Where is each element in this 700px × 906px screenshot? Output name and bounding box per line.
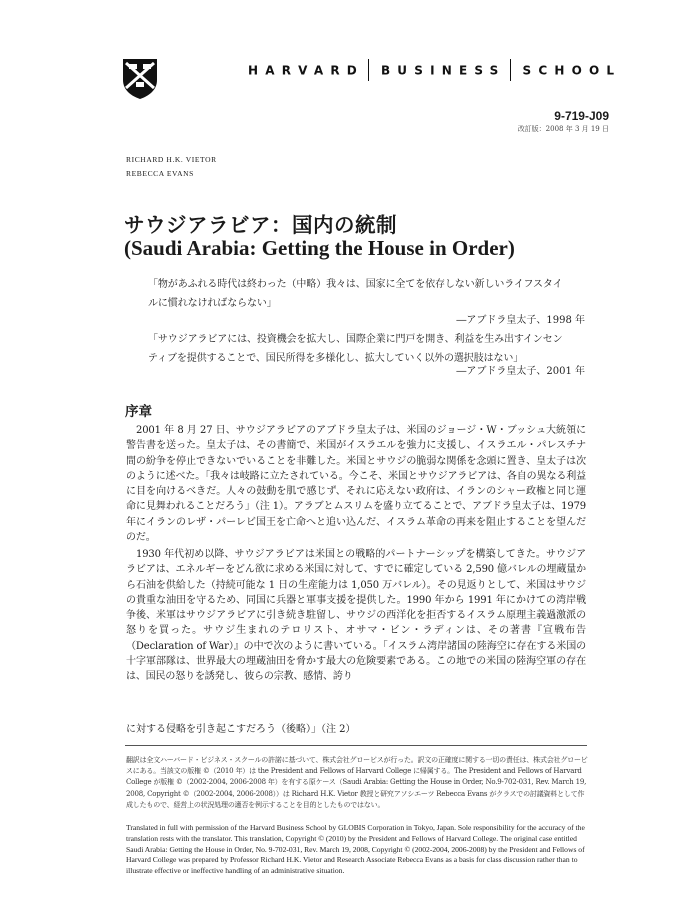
revision-date: 改訂版：2008 年 3 月 19 日: [517, 125, 609, 133]
epigraph-quote: [148, 275, 586, 313]
author-name: RICHARD H.K. VIETOR: [126, 155, 217, 164]
document-title-english: (Saudi Arabia: Getting the House in Order): [124, 236, 515, 260]
section-heading: 序章: [125, 404, 152, 420]
footnote-english: Translated in full with permission of the Harvard Business School by GLOBIS Corporation in Tokyo, Japan. Sole responsibility for the accuracy of the translation rests with the translator. This translation, Copyright © (2010) by the President and Fellows of Harvard College. The original case entitled Saudi Arabia: Getting the House in Order, No. 9-702-031, Rev. March 19, 2008, Copyright © (2002-2004, 2006-2008) by the President and Fellows of Harvard College was prepared by Professor Richard H.K. Vietor and Research Associate Rebecca Evans as a basis for class discussion rather than to illustrate effective or ineffective handling of an administrative situation.: [126, 823, 585, 876]
quote-line: ティブを提供することで、国民所得を多様化し、拡大していく以外の選択肢はない」: [148, 353, 524, 364]
harvard-shield-logo: [122, 58, 158, 100]
masthead-school: SCHOOL: [522, 63, 622, 78]
quote-attribution: ―アブドラ皇太子、2001 年: [456, 366, 585, 377]
masthead-divider: [368, 59, 369, 81]
body-paragraph: [126, 547, 586, 685]
masthead-business: BUSINESS: [380, 63, 506, 78]
paragraph-text: 1930 年代初め以降、サウジアラビアは米国との戦略的パートナーシップを構築してきた。サウジアラビアは、エネルギーをどん欲に求める米国に対して、すでに確定している 2,590 億バレルの埋蔵量から石油を供給した（持続可能な 1 日の生産能力は 1,050 万バレル）。その見返りとして、米国はサウジの貴重な油田を守るため、同国に兵器と軍事支援を提供した。1990 年から 1991 年にかけての湾岸戦争後、米軍はサウジアラビアに引き続き駐留し、サウジの西洋化を拒否するイスラム原理主義過激派の怒りを買った。サウジ生まれのテロリスト、オサマ・ビン・ラディンは、その著書『宣戦布告（Declaration of War）』の中で次のように書いている。「イスラム湾岸諸国の陸海空に存在する米国の十字軍部隊は、世界最大の埋蔵油田を脅かす最大の危険要素である。この地での米国の陸海空軍の存在は、国民の怒りを誘発し、彼らの宗教、感情、誇り: [126, 549, 586, 683]
footnote-divider: [125, 745, 587, 746]
footnote-japanese: 翻訳は全文ハーバード・ビジネス・スクールの許諾に基づいて、株式会社グロービスが行った。訳文の正確度に関する一切の責任は、株式会社グロービスにある。当該文の版権 ©（2010 年）は the President and Fellows of Harvard College に帰属する。The President and Fellows of Harvard College が版権 ©（2002-2004, 2006-2008 年）を有する原ケース（Saudi Arabia: Getting the House in Order, No.9-702-031, Rev. March 19, 2008, Copyright ©（2002-2004, 2006-2008））は Richard H.K. Vietor 教授と研究アソシエーツ Rebecca Evans がクラスでの討議資料として作成したもので、経営上の状況処理の適否を例示することを目的としたものではない。: [126, 756, 588, 809]
quote-line: 「サウジアラビアには、投資機会を拡大し、国際企業に門戸を開き、利益を生み出すインセン: [148, 334, 563, 345]
body-paragraph: [126, 423, 586, 545]
masthead-harvard: HARVARD: [248, 63, 364, 78]
masthead-divider: [510, 59, 511, 81]
continued-line: に対する侵略を引き起こすだろう（後略）」（注 2）: [126, 724, 356, 735]
masthead: [248, 60, 622, 82]
quote-line: ルに慣れなければならない」: [148, 298, 277, 309]
case-number: 9-719-J09: [554, 109, 609, 123]
document-title-japanese: サウジアラビア：国内の統制: [124, 213, 397, 237]
quote-line: 「物があふれる時代は終わった（中略）我々は、国家に全てを依存しない新しいライフスタイ: [148, 279, 563, 290]
quote-attribution: ―アブドラ皇太子、1998 年: [456, 315, 585, 326]
author-name: REBECCA EVANS: [126, 169, 194, 178]
paragraph-text: 2001 年 8 月 27 日、サウジアラビアのアブドラ皇太子は、米国のジョージ・W・ブッシュ大統領に警告書を送った。皇太子は、その書簡で、米国がイスラエルを強力に支援し、イスラエル・パレスチナ間の紛争を停止できないでいることを非難した。米国とサウジの脆弱な関係を念頭に置き、皇太子は次のように述べた。「我々は岐路に立たされている。今こそ、米国とサウジアラビアは、各自の異なる利益に目を向けるべきだ。人々の鼓動を肌で感じず、それに応えない政府は、イランのシャー政権と同じ運命に見舞われることだろう」（注 1）。アラブとムスリムを盛り立てることで、アブドラ皇太子は、1979 年にイランのレザ・パーレビ国王を亡命へと追い込んだ、イスラム革命の再来を阻止することを望んだのだ。: [126, 425, 586, 544]
